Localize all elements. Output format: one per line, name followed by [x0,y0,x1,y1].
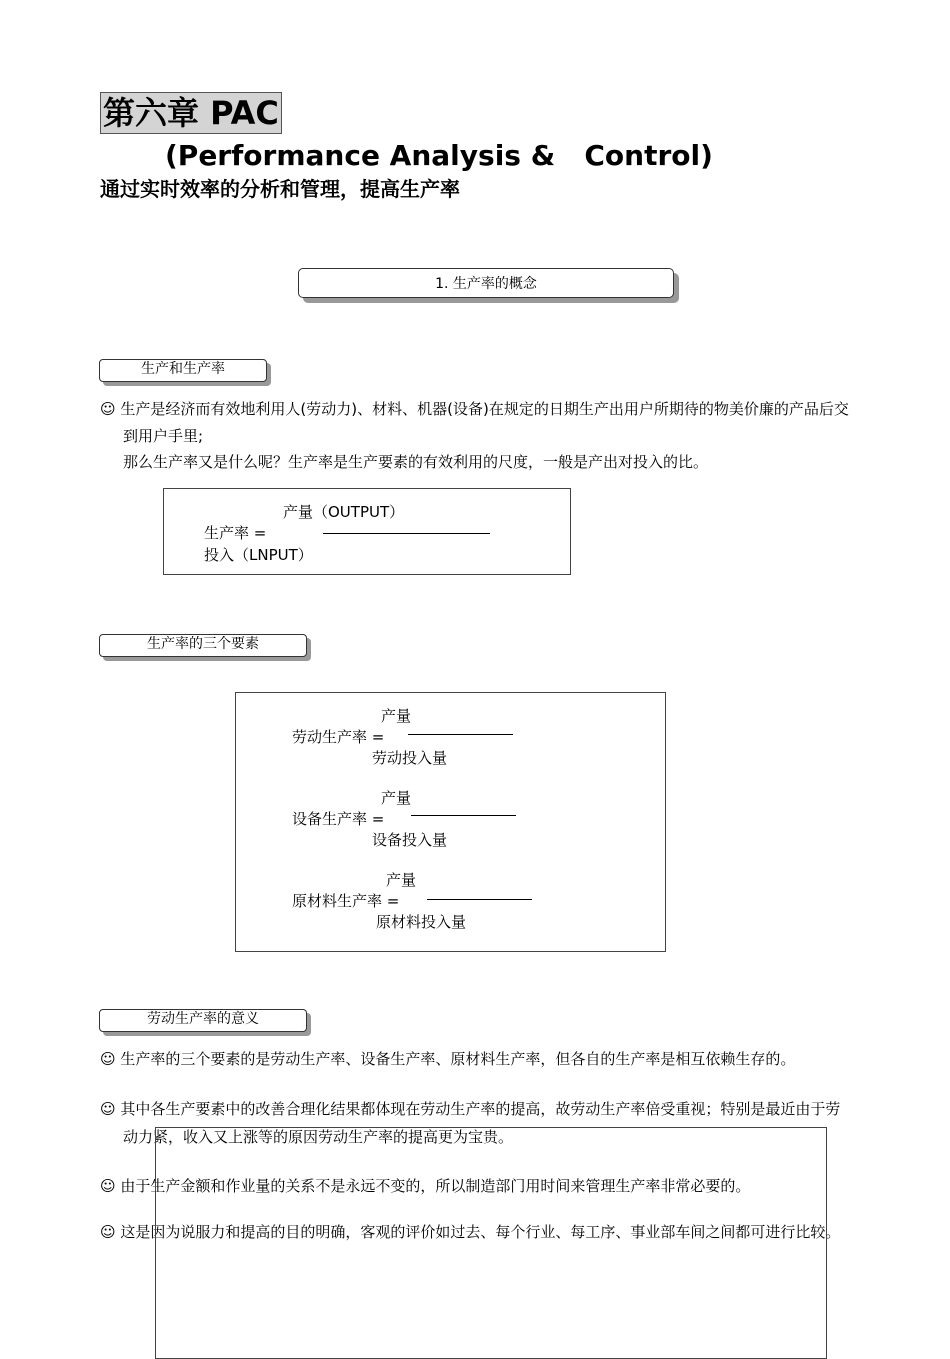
paragraph-production-definition-line2: 到用户手里; [123,427,204,445]
labor-formula-denominator: 劳动投入量 [372,749,448,767]
fraction-line [408,734,513,735]
equipment-formula-denominator: 设备投入量 [372,831,448,849]
english-title: (Performance Analysis & Control) [165,139,713,172]
labor-formula-numerator: 产量 [381,707,412,725]
equipment-formula-lhs: 设备生产率 = [292,810,385,828]
bullet-comparison: ☺ 这是因为说服力和提高的目的明确，客观的评价如过去、每个行业、每工序、事业部车间之间都可进行比较。 [100,1223,841,1241]
fraction-line [323,533,490,534]
bullet-labor-productivity-line2: 动力紧，收入又上涨等的原因劳动生产率的提高更为宝贵。 [123,1128,514,1146]
formula-denominator: 投入（LNPUT） [204,546,313,564]
empty-frame [155,1127,827,1359]
equipment-formula-numerator: 产量 [381,789,412,807]
material-formula-denominator: 原材料投入量 [376,913,467,931]
tag-labor-productivity-meaning: 劳动生产率的意义 [99,1009,307,1032]
bullet-labor-productivity-line1: ☺ 其中各生产要素中的改善合理化结果都体现在劳动生产率的提高，故劳动生产率倍受重视；特别是最近由于劳 [100,1100,841,1118]
material-formula-numerator: 产量 [386,871,417,889]
paragraph-production-definition-line1: ☺ 生产是经济而有效地利用人(劳动力)、材料、机器(设备)在规定的日期生产出用户所期待的物美价廉的产品后交 [100,400,849,418]
chapter-title: 第六章 PAC [100,92,282,134]
paragraph-productivity-definition: 那么生产率又是什么呢？生产率是生产要素的有效利用的尺度，一般是产出对投入的比。 [123,453,709,471]
fraction-line [427,899,532,900]
subtitle: 通过实时效率的分析和管理，提高生产率 [100,177,460,201]
formula-lhs: 生产率 = [204,524,267,542]
tag-production-and-productivity: 生产和生产率 [99,359,267,382]
labor-formula-lhs: 劳动生产率 = [292,728,385,746]
section-heading-productivity-concept: 1. 生产率的概念 [298,268,674,298]
bullet-three-elements: ☺ 生产率的三个要素的是劳动生产率、设备生产率、原材料生产率，但各自的生产率是相互依赖生存的。 [100,1050,796,1068]
material-formula-lhs: 原材料生产率 = [292,892,400,910]
fraction-line [411,815,516,816]
tag-three-elements: 生产率的三个要素 [99,634,307,657]
formula-numerator: 产量（OUTPUT） [283,503,405,521]
bullet-time-management: ☺ 由于生产金额和作业量的关系不是永远不变的，所以制造部门用时间来管理生产率非常必要的。 [100,1177,751,1195]
